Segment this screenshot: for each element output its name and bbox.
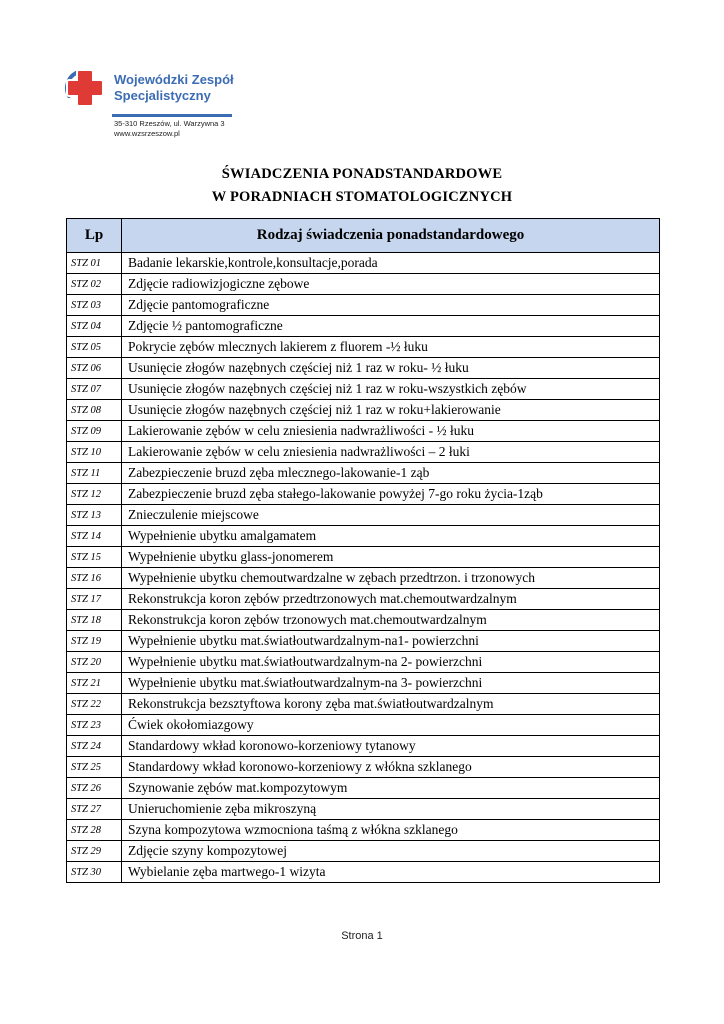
table-row xyxy=(67,694,660,715)
row-lp: STZ 04 xyxy=(67,316,122,337)
row-lp: STZ 15 xyxy=(67,547,122,568)
table-row xyxy=(67,610,660,631)
row-service-name: Usunięcie złogów nazębnych częściej niż 1 raz w roku+lakierowanie xyxy=(122,400,660,421)
row-service-name: Lakierowanie zębów w celu zniesienia nadwrażliwości – 2 łuki xyxy=(122,442,660,463)
row-service-name: Zdjęcie pantomograficzne xyxy=(122,295,660,316)
row-service-name: Wypełnienie ubytku amalgamatem xyxy=(122,526,660,547)
org-website: www.wzsrzeszow.pl xyxy=(114,128,180,138)
row-service-name: Unieruchomienie zęba mikroszyną xyxy=(122,799,660,820)
table-row xyxy=(67,316,660,337)
row-service-name: Rekonstrukcja koron zębów przedtrzonowych mat.chemoutwardzalnym xyxy=(122,589,660,610)
table-row xyxy=(67,547,660,568)
table-row xyxy=(67,631,660,652)
page-number: Strona 1 xyxy=(341,930,383,942)
row-lp: STZ 07 xyxy=(67,379,122,400)
table-row xyxy=(67,463,660,484)
table-row xyxy=(67,274,660,295)
table-row xyxy=(67,505,660,526)
table-row xyxy=(67,358,660,379)
services-table xyxy=(66,218,660,883)
row-lp: STZ 02 xyxy=(67,274,122,295)
page-title xyxy=(0,163,724,209)
table-row xyxy=(67,568,660,589)
row-lp: STZ 05 xyxy=(67,337,122,358)
table-row xyxy=(67,253,660,274)
row-service-name: Wypełnienie ubytku mat.światłoutwardzalnym-na 2- powierzchni xyxy=(122,652,660,673)
row-lp: STZ 27 xyxy=(67,799,122,820)
table-row xyxy=(67,484,660,505)
table-row xyxy=(67,820,660,841)
row-service-name: Standardowy wkład koronowo-korzeniowy tytanowy xyxy=(122,736,660,757)
row-service-name: Rekonstrukcja koron zębów trzonowych mat.chemoutwardzalnym xyxy=(122,610,660,631)
row-service-name: Wybielanie zęba martwego-1 wizyta xyxy=(122,862,660,883)
row-service-name: Zdjęcie ½ pantomograficzne xyxy=(122,316,660,337)
table-row xyxy=(67,715,660,736)
row-lp: STZ 30 xyxy=(67,862,122,883)
row-service-name: Znieczulenie miejscowe xyxy=(122,505,660,526)
row-service-name: Zdjęcie szyny kompozytowej xyxy=(122,841,660,862)
row-lp: STZ 13 xyxy=(67,505,122,526)
table-row xyxy=(67,589,660,610)
row-lp: STZ 22 xyxy=(67,694,122,715)
row-lp: STZ 18 xyxy=(67,610,122,631)
row-lp: STZ 08 xyxy=(67,400,122,421)
row-service-name: Wypełnienie ubytku glass-jonomerem xyxy=(122,547,660,568)
table-row xyxy=(67,379,660,400)
header-service-type: Rodzaj świadczenia ponadstandardowego xyxy=(122,219,660,253)
letterhead xyxy=(64,66,264,138)
row-lp: STZ 19 xyxy=(67,631,122,652)
org-name-line2: Specjalistyczny xyxy=(114,88,211,103)
row-lp: STZ 28 xyxy=(67,820,122,841)
row-lp: STZ 20 xyxy=(67,652,122,673)
row-lp: STZ 06 xyxy=(67,358,122,379)
letterhead-divider xyxy=(112,114,232,117)
table-row xyxy=(67,757,660,778)
row-service-name: Wypełnienie ubytku mat.światłoutwardzalnym-na1- powierzchni xyxy=(122,631,660,652)
services-table-body xyxy=(67,253,660,883)
row-service-name: Usunięcie złogów nazębnych częściej niż 1 raz w roku- ½ łuku xyxy=(122,358,660,379)
row-service-name: Zabezpieczenie bruzd zęba stałego-lakowanie powyżej 7-go roku życia-1ząb xyxy=(122,484,660,505)
row-service-name: Rekonstrukcja bezsztyftowa korony zęba mat.światłoutwardzalnym xyxy=(122,694,660,715)
row-lp: STZ 29 xyxy=(67,841,122,862)
row-service-name: Zabezpieczenie bruzd zęba mlecznego-lakowanie-1 ząb xyxy=(122,463,660,484)
row-lp: STZ 17 xyxy=(67,589,122,610)
table-row xyxy=(67,778,660,799)
row-service-name: Usunięcie złogów nazębnych częściej niż 1 raz w roku-wszystkich zębów xyxy=(122,379,660,400)
row-lp: STZ 26 xyxy=(67,778,122,799)
table-row xyxy=(67,421,660,442)
row-service-name: Standardowy wkład koronowo-korzeniowy z włókna szklanego xyxy=(122,757,660,778)
table-row xyxy=(67,673,660,694)
table-row xyxy=(67,526,660,547)
page-title-line2: W PORADNIACH STOMATOLOGICZNYCH xyxy=(211,189,513,205)
row-lp: STZ 14 xyxy=(67,526,122,547)
row-service-name: Zdjęcie radiowizjogiczne zębowe xyxy=(122,274,660,295)
row-lp: STZ 12 xyxy=(67,484,122,505)
row-lp: STZ 11 xyxy=(67,463,122,484)
row-lp: STZ 09 xyxy=(67,421,122,442)
row-service-name: Wypełnienie ubytku chemoutwardzalne w zębach przedtrzon. i trzonowych xyxy=(122,568,660,589)
header-lp: Lp xyxy=(67,219,122,253)
row-lp: STZ 25 xyxy=(67,757,122,778)
org-address: 35-310 Rzeszów, ul. Warzywna 3 xyxy=(114,119,225,128)
red-cross-logo-icon xyxy=(64,66,106,110)
page-title-line1: ŚWIADCZENIA PONADSTANDARDOWE xyxy=(221,166,503,182)
row-service-name: Wypełnienie ubytku mat.światłoutwardzalnym-na 3- powierzchni xyxy=(122,673,660,694)
row-lp: STZ 01 xyxy=(67,253,122,274)
org-name-line1: Wojewódzki Zespół xyxy=(114,72,234,87)
table-row xyxy=(67,736,660,757)
row-lp: STZ 10 xyxy=(67,442,122,463)
row-lp: STZ 24 xyxy=(67,736,122,757)
row-service-name: Lakierowanie zębów w celu zniesienia nadwrażliwości - ½ łuku xyxy=(122,421,660,442)
table-row xyxy=(67,400,660,421)
row-lp: STZ 23 xyxy=(67,715,122,736)
row-service-name: Ćwiek okołomiazgowy xyxy=(122,715,660,736)
table-header-row xyxy=(67,219,660,253)
table-row xyxy=(67,799,660,820)
table-row xyxy=(67,841,660,862)
row-lp: STZ 21 xyxy=(67,673,122,694)
row-lp: STZ 16 xyxy=(67,568,122,589)
table-row xyxy=(67,295,660,316)
row-service-name: Szyna kompozytowa wzmocniona taśmą z włókna szklanego xyxy=(122,820,660,841)
table-row xyxy=(67,862,660,883)
table-row xyxy=(67,652,660,673)
table-row xyxy=(67,442,660,463)
row-lp: STZ 03 xyxy=(67,295,122,316)
table-row xyxy=(67,337,660,358)
row-service-name: Badanie lekarskie,kontrole,konsultacje,porada xyxy=(122,253,660,274)
org-name xyxy=(114,66,234,104)
row-service-name: Szynowanie zębów mat.kompozytowym xyxy=(122,778,660,799)
row-service-name: Pokrycie zębów mlecznych lakierem z fluorem -½ łuku xyxy=(122,337,660,358)
